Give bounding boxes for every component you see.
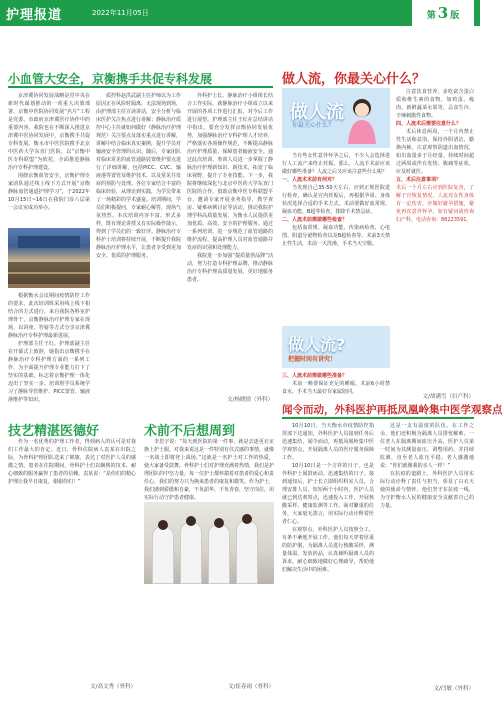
article2-q4: 四、人流术后需要注意什么？ <box>396 121 462 127</box>
audience-row <box>8 262 90 272</box>
article3-rule <box>282 417 474 419</box>
article2-a1: 当发现自己35-50天左右，应到正规医院进行检查，确认是宫内妊娠后，再根据孕周、身体状况选择合适的手术方式。术前要做好血常规、凝血功能、B超等检查，排除手术禁忌症。 <box>282 185 390 215</box>
article5-body-top <box>144 438 275 501</box>
article1-para5: 我院进一步加强“提质量创品牌”活动，努力打造专科护理品牌，推动静脉治疗专科护理高质量发展，更好地服务患者。 <box>187 253 273 283</box>
article1-para1: 京津冀协同发展战略是党中央在新时代谋划推动的一项重大决策部署。京衡中医院协同发展“名片”工程是党委、市政府京津冀医疗协作中的重要内容。我院也在不断深入推进京津冀中医协同发展中，京衡携手共促专科发展。衡水市中医医院携手北京中医药大学东直门医院，以“京衡中医专科联盟”为依托，全面推进静脉治疗专科护理建设。 <box>8 93 90 171</box>
article4-title: 技艺精湛医德好 <box>8 424 100 439</box>
poster2-subheading: 把握时间有讲究！ <box>288 356 337 363</box>
article3-col1 <box>282 422 374 684</box>
article5-byline: 文/崔春雨（骨科） <box>228 684 274 690</box>
article2-q1: 一、人流术术前有何对？ <box>282 177 338 183</box>
article2-q2: 二、人流术前需做哪些检查？ <box>282 217 348 223</box>
nurses-photo <box>144 502 274 584</box>
article1-para2: 围绕京衡血管安全，京衡护理专家团队通过线上线下方式开展“京衡静脉血管通道护理学习”，于2022年10月15日~16日在我院门诊六层第一会议室成功举办。 <box>8 173 90 211</box>
article2-title: 做人流，你最关心什么？ <box>282 72 426 87</box>
article2-byline: 文/胡满雪（妇产科） <box>422 394 474 400</box>
article2-col1b <box>282 372 390 402</box>
article2-a2: 包括血常规、凝血功能、传染病检查、心电图、阴道分泌物检查以及B超检查等。术前3天禁止性生活，术前一天洗澡，手术当天空腹。 <box>282 225 390 247</box>
article5-text: 李思宇说：“每天到医院的第一件事，就是去逐更衣室换上护士服，对我来说这是一件特别有仪式感的事情，就像一名战士即将登上战场。”这就是一名护士对工作的热爱，使大家备受鼓舞。骨科护士们对护理充满着热情，我们是护理团队的中坚力量，每一位护士都怀揣着对患者的爱心和责任心，我们的努力只为换来患者的康复和微笑。作为护士，我们感到骄傲和自豪，不负韶华，不负青春，坚守岗位，用实际行动守护患者健康。 <box>144 439 275 501</box>
masthead <box>0 0 480 26</box>
article1-col1b <box>8 292 90 404</box>
meeting-photo <box>8 228 90 288</box>
meeting-banner <box>18 236 80 248</box>
woman-cartoon-icon <box>340 94 384 144</box>
nurse-figure <box>236 520 258 584</box>
article1-col3 <box>187 92 273 392</box>
nurse-figure <box>208 524 230 584</box>
abortion-poster <box>282 88 390 148</box>
article1-title: 小血管大安全，京衡携手共促专科发展 <box>8 72 213 86</box>
article5-title: 术前不后想周到 <box>144 424 236 439</box>
article1-byline: 文/杨晓情（外科） <box>227 397 273 403</box>
article4-body <box>8 438 136 678</box>
article2-a3: 术前一晚要保证充足的睡眠，术前6小时禁食水，手术当天最好有家属陪同。 <box>282 381 390 395</box>
article2-a4: 术后休息两周，一个月内禁止性生活和盆浴，保持外阴清洁，勤换内裤。注意观察阴道出血情况，如出血量多于月经量、持续时间超过两周或伴有发热、腹痛等症状，应及时就医。 <box>396 129 474 175</box>
article3-para2: 10月10日是一个吉祥的日子，也是外科护士闻鼓而动、迅速集结的日子。接到通知后，护士长立即组织科室人员，合理安排人员，短短两个小时内，医护人员就已到达观察点，迅速投入工作，开展核酸采样、健康监测等工作。面对繁重的任务，大家毫无怨言，用实际行动诠释着医者仁心。 <box>282 463 374 525</box>
nurse-head <box>214 518 224 528</box>
article3-para1: 10月10日，当天衡水市疫情防控指挥部下达通知，外科医护人员接到任务后迅速集结，闻令而动，再抵凤凰岭集中医学观察点，开展隔离人员的医疗服务保障工作。 <box>282 423 374 461</box>
article4-text: 作为一名优秀的护理工作者，得到病人的认可是对我们工作最大的肯定。近日，骨科住院病人袁某在出院之际，为骨科护理团队送来了锦旗，表达了对医护人员的感激之情。患者在住院期间，骨科护士们以娴熟的技术、耐心细致的服务赢得了患者的信赖。袁某说：“是你们的精心护理让我早日康复，谢谢你们！” <box>8 439 136 485</box>
issue-date: 2022年11月05日 <box>92 9 149 17</box>
article1-para4: 护理部主任王红、护理部副主任在开幕式上致辞，她指出京衡携手在静脉治疗专科护理方面的一系列工作，为全面提升护理专业能力打下了坚实的基础，标志着京衡护理一体化迈出了坚实一步。培训班学员系统学习了静脉导管维护、PICC置管、输液港维护等知识。 <box>8 341 90 403</box>
nurse-head <box>158 520 168 530</box>
article2-a5: 术后一个月左右应到医院复查，了解子宫恢复情况。人流对女性身体有一定伤害，应做好避孕措施，避免再次意外怀孕。如有疑问请咨询妇产科，电话咨询：88223591。 <box>396 185 474 223</box>
article3-para3: 在观察点，外科医护人员按照分工，有条不紊地开展工作。他们每天穿着厚重的防护服，为隔离人员进行核酸采样、测量体温、发放药品，认真倾听隔离人员的诉求，耐心细致地做好心理疏导，帮助他们解决生活中的困难。 <box>282 527 374 573</box>
article2-col1 <box>282 152 390 322</box>
nurse-figure <box>180 522 202 584</box>
article1-col1 <box>8 92 90 224</box>
article2-q3: 三、人流术前需做哪些准备？ <box>282 373 348 379</box>
nurse-figure <box>152 526 174 584</box>
article3-para4: 这是一支有温度的队伍。在工作之余，他们还积极为隔离人员排忧解难。一位老人在隔离期间血压升高，医护人员第一时间为其测量血压、调整用药，并持续监测，直至老人血压平稳。老人感激地说：“你们就像我的亲人一样！” <box>380 423 474 469</box>
nurse-head <box>242 514 252 524</box>
brand-title: 护理报道 <box>6 8 63 23</box>
article1-para3: 根据衡水会议期间疫情防控工作的要求，此次培训班采用线上线下相结合的方式进行。来自我院各科室护理骨干，京衡静脉治疗护理专家在现场，以讲座、答疑等方式分享京津冀静脉治疗专科护理最新进展。 <box>8 293 90 339</box>
nurse-head <box>186 516 196 526</box>
article1-col2-text: 质控科赵洪武副主任护师以为工作原因正在风险时隔离，无法现场到场，由护理部主任宣读讲话，安全分析与临床医护关注焦点进行讲解；静脉治疗质控中心主任就如何做好《静脉治疗护理规范》关注要点及落实重点进行讲解，讲解中结合临床真实案例，提升学员对输液安全管理的认识。随后，专家团队对临床常见的血管通路装置维护要点进行了详细讲解，包括PICC、CVC、输液港等置管及维护技术，以及常见并发症的预防与处理。各位专家结合丰富的临床经验，从理论到实践，为学员带来了一场精彩的学术盛宴。培训期间，学员们积极提问，专家耐心解答，现场气氛热烈。本次培训内容丰富、形式多样，既有理论讲授又有实际操作演示，得到了学员们的一致好评。静脉治疗专科护士培训将持续开展，不断提升我院静脉治疗护理水平，让患者享受到更加安全、优质的护理服务。 <box>96 93 182 259</box>
article1-rule <box>8 86 273 88</box>
page-number: 第 3 版 <box>412 0 474 26</box>
poster2-heading: 做人流? <box>288 335 346 354</box>
timing-poster <box>282 326 390 368</box>
article3-title: 闻令而动，外科医护再抵凤凰岭集中医学观察点 <box>282 404 503 416</box>
article3-col2 <box>380 422 474 680</box>
poster-subheading: 你最关心什么？ <box>292 122 335 129</box>
article2-col2 <box>396 88 474 388</box>
article2-q5: 五、术后注意事项？ <box>396 177 442 183</box>
article4-byline: 文/高文秀（骨科） <box>90 684 136 690</box>
article1-col2 <box>96 92 181 402</box>
audience-row <box>8 274 90 284</box>
article1-col3-text: 外科护士长、静脉治疗小组组长结合工作实际，就静脉治疗小组成立以来开展的各项工作进行汇报，对今后工作进行展望。护理部主任王红在总结讲话中指出，要充分发挥京衡协同发展优势，加强静脉治疗专科护理人才培养，严格落实各项操作规范，不断提高静脉治疗护理质量，保障患者输液安全。通过此次培训，参训人员进一步掌握了静脉治疗护理新知识、新技术，拓宽了临床视野，提升了专业技能。下一步，我院将继续深化与北京中医药大学东直门医院的合作，借助京衡中医专科联盟平台，邀请专家开展业务指导、教学查房、疑难病例讨论等活动，推动我院护理学科高质量发展，为衡水人民提供更加优质、高效、安全的护理服务。通过一系列培训，进一步规范了血管通路的维护流程，提高护理人员对血管通路并发症的识别和处理能力。 <box>187 93 273 251</box>
article2-intro: 当有些女性意外怀孕之后，不少人会选择进行人工流产来终止妊娠。那么，人流手术前应该做好哪些准备？人流之后又应该注意些什么呢？ <box>282 153 390 175</box>
article2-col2-text: 注意饮食营养，多吃富含蛋白质和维生素的食物，如鸡蛋、瘦肉、新鲜蔬菜水果等，忌食生冷、辛辣刺激性食物。 <box>396 89 474 119</box>
poster-heading: 做人流 <box>290 102 344 123</box>
article3-byline: 文/闫敏（外科） <box>433 686 474 692</box>
article3-para5: 在抗疫的道路上，外科医护人员用实际行动诠释了责任与担当，彰显了白衣天使的使命与情怀。他们坚守在抗疫一线，为守护衡水人民的健康安全贡献着自己的力量。 <box>380 471 474 509</box>
